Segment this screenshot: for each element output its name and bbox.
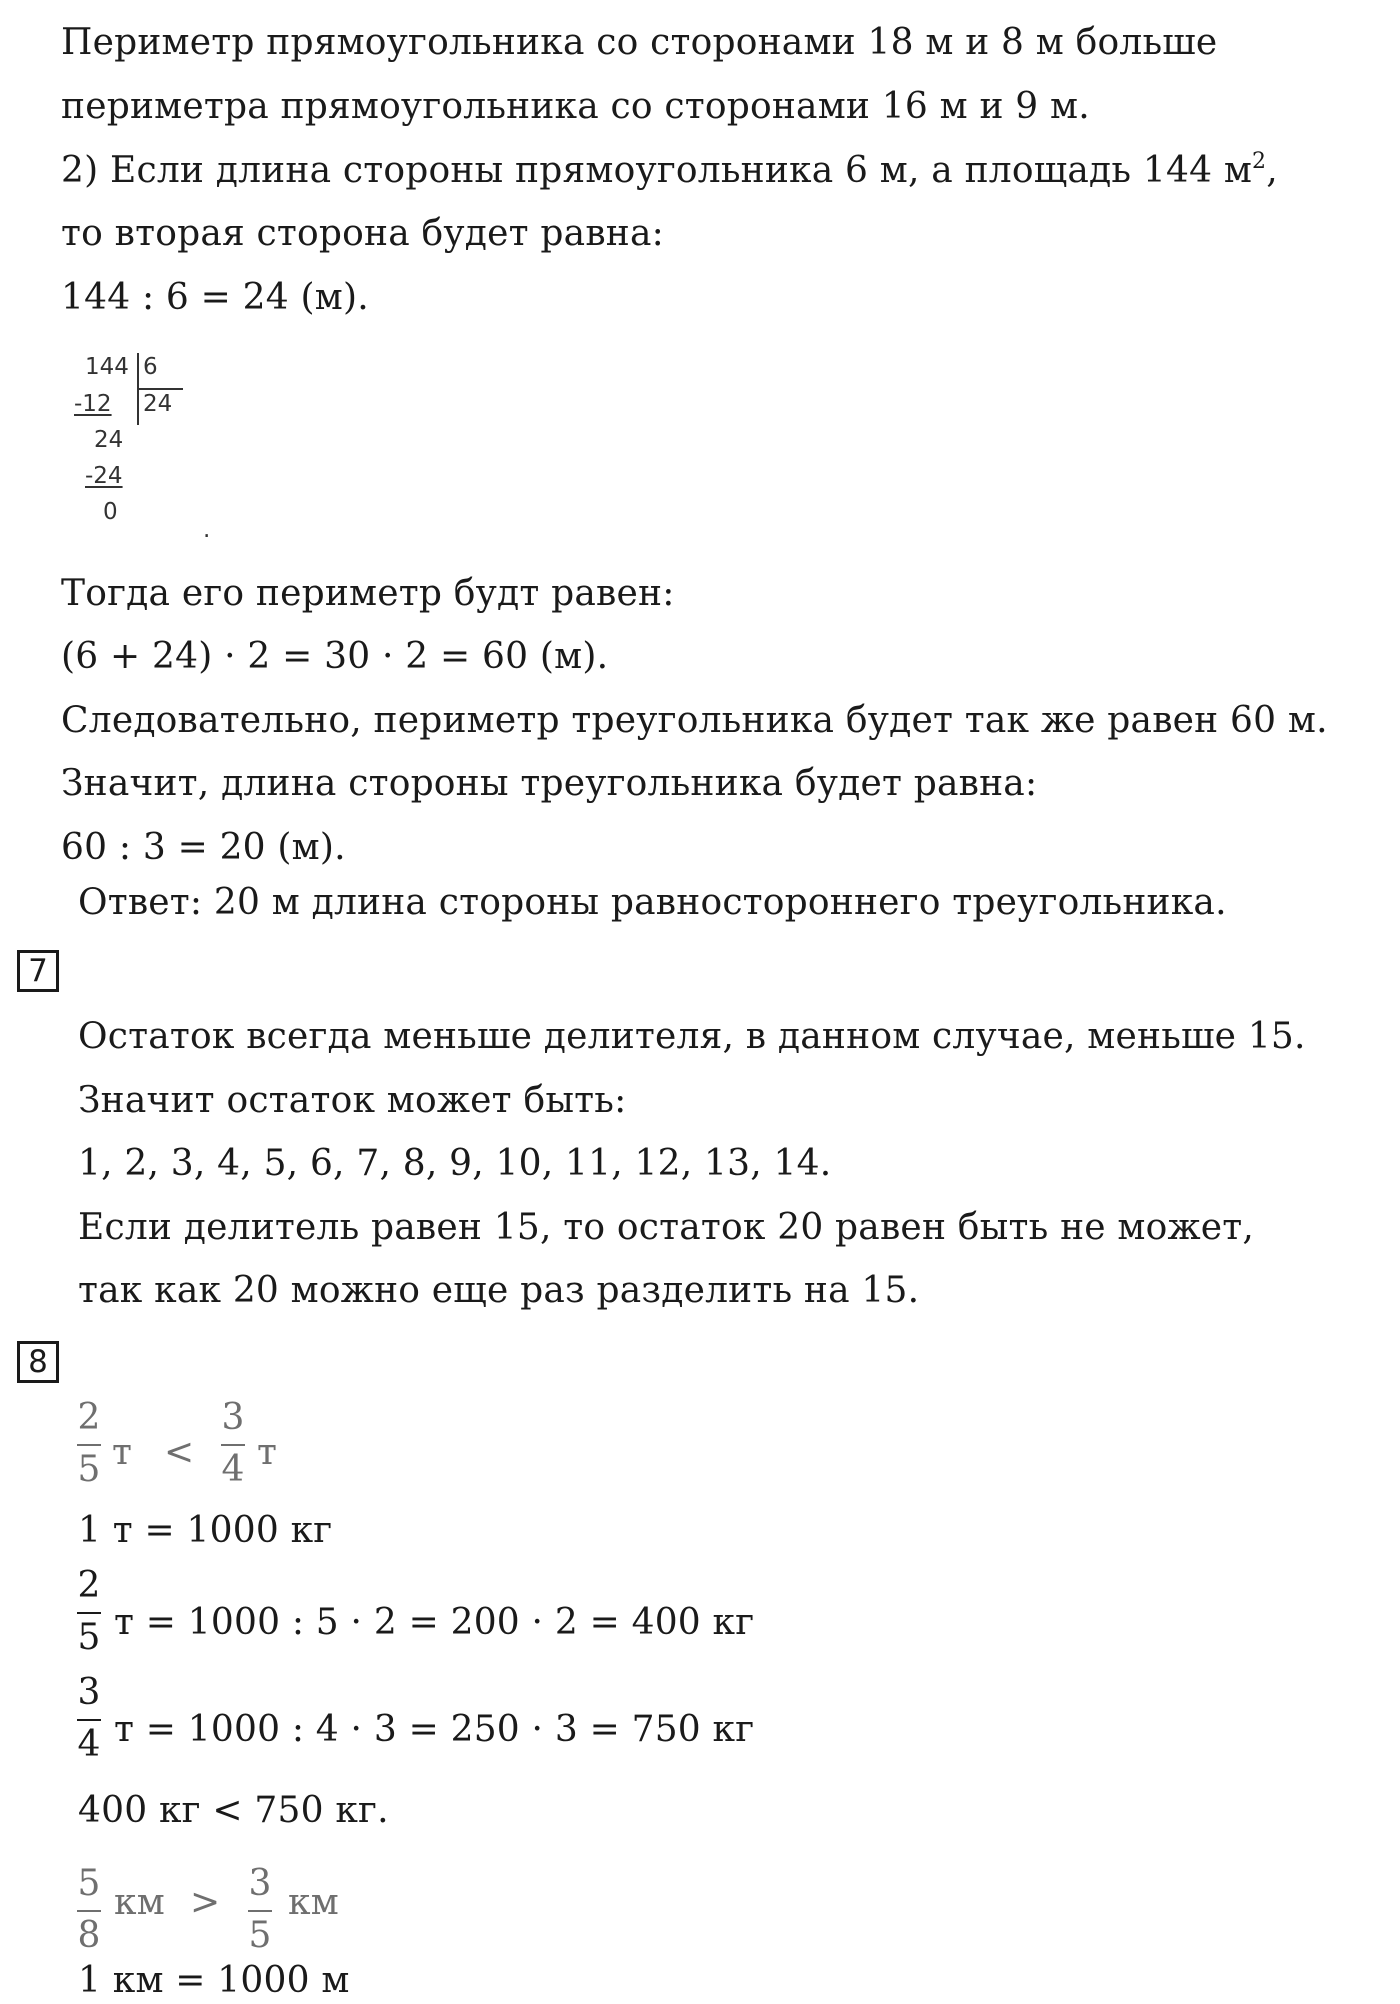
division-horizontal-line <box>137 388 183 390</box>
text-line: то вторая сторона будет равна: <box>61 213 664 254</box>
divisor: 6 <box>143 354 158 380</box>
text-line: Тогда его периметр будт равен: <box>61 573 675 614</box>
fraction-bar <box>77 1910 101 1912</box>
text-line: (6 + 24) · 2 = 30 · 2 = 60 (м). <box>61 636 609 677</box>
subtrahend: -24 <box>85 463 123 489</box>
fraction-bar <box>77 1612 101 1614</box>
denominator: 8 <box>77 1915 101 1956</box>
fraction <box>77 1398 101 1490</box>
remainder: 24 <box>94 427 124 453</box>
numerator: 2 <box>77 1397 101 1438</box>
denominator: 4 <box>77 1724 101 1765</box>
text-line: Значит остаток может быть: <box>78 1080 627 1121</box>
final-remainder: 0 <box>103 499 118 525</box>
denominator: 4 <box>221 1449 245 1490</box>
text-fragment: 2) Если длина стороны прямоугольника 6 м, а площадь 144 м <box>61 150 1253 191</box>
text-line: Если делитель равен 15, то остаток 20 равен быть не может, <box>78 1207 1255 1248</box>
unit: км <box>288 1882 339 1923</box>
fraction <box>77 1673 101 1765</box>
task-number-8: 8 <box>17 1341 59 1383</box>
numerator: 3 <box>221 1397 245 1438</box>
denominator: 5 <box>77 1617 101 1658</box>
numerator: 2 <box>77 1565 101 1606</box>
text-line <box>61 148 1278 194</box>
equation: т = 1000 : 4 · 3 = 250 · 3 = 750 кг <box>114 1709 755 1750</box>
subtrahend: -12 <box>74 391 112 417</box>
text-line: 144 : 6 = 24 (м). <box>61 277 369 318</box>
fraction <box>221 1398 245 1490</box>
long-division <box>72 352 211 543</box>
equation: т = 1000 : 5 · 2 = 200 · 2 = 400 кг <box>114 1602 755 1643</box>
text-line: 1 т = 1000 кг <box>78 1510 333 1551</box>
text-line: Следовательно, периметр треугольника будет так же равен 60 м. <box>61 700 1328 741</box>
fraction-bar <box>77 1444 101 1446</box>
task-number-7: 7 <box>17 950 59 992</box>
dividend: 144 <box>85 354 129 380</box>
fraction <box>77 1566 101 1658</box>
text-line: 400 кг < 750 кг. <box>78 1790 389 1831</box>
comparison-sign: < <box>164 1432 195 1473</box>
text-fragment: , <box>1266 150 1278 191</box>
dot: . <box>203 517 211 543</box>
fraction <box>248 1864 272 1956</box>
text-line: периметра прямоугольника со сторонами 16 м и 9 м. <box>61 86 1090 127</box>
text-line: 1, 2, 3, 4, 5, 6, 7, 8, 9, 10, 11, 12, 13, 14. <box>78 1143 832 1184</box>
quotient: 24 <box>143 391 173 417</box>
fraction-bar <box>221 1444 245 1446</box>
fraction-bar <box>248 1910 272 1912</box>
text-line: Периметр прямоугольника со сторонами 18 м и 8 м больше <box>61 22 1218 63</box>
numerator: 3 <box>77 1672 101 1713</box>
text-line: так как 20 можно еще раз разделить на 15. <box>78 1270 920 1311</box>
denominator: 5 <box>248 1915 272 1956</box>
numerator: 3 <box>248 1863 272 1904</box>
text-line: Остаток всегда меньше делителя, в данном случае, меньше 15. <box>78 1016 1306 1057</box>
text-line: Значит, длина стороны треугольника будет равна: <box>61 763 1038 804</box>
answer-line: Ответ: 20 м длина стороны равностороннего треугольника. <box>78 882 1227 923</box>
fraction-bar <box>77 1719 101 1721</box>
comparison-sign: > <box>190 1882 221 1923</box>
text-line: 1 км = 1000 м <box>78 1960 350 2001</box>
superscript: 2 <box>1252 149 1267 174</box>
denominator: 5 <box>77 1449 101 1490</box>
numerator: 5 <box>77 1863 101 1904</box>
unit: т <box>112 1432 133 1473</box>
unit: т <box>257 1432 278 1473</box>
unit: км <box>114 1882 165 1923</box>
fraction <box>77 1864 101 1956</box>
text-line: 60 : 3 = 20 (м). <box>61 827 346 868</box>
